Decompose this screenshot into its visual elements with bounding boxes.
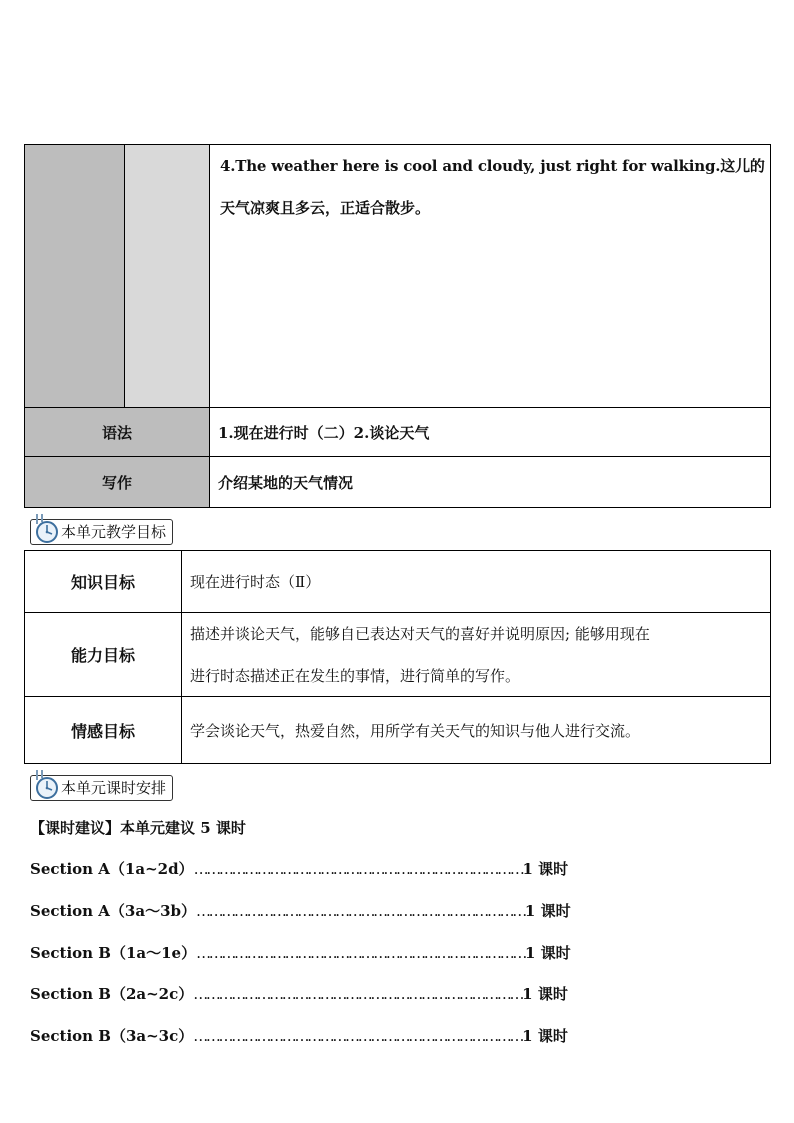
sentence-cell [209,144,771,408]
schedule-item-hours: 1 课时 [522,860,569,878]
goal-label-knowledge: 知识目标 [24,550,182,613]
schedule-item-section: Section B（3a~3c） [30,1027,194,1045]
schedule-item [30,942,750,963]
writing-value: 介绍某地的天气情况 [209,456,771,508]
schedule-suggestion: 【课时建议】本单元建议 5 课时 [30,819,246,837]
alarm-clock-icon [33,770,59,800]
schedule-item-dots: …………………………………………………………………… [193,860,523,878]
goal-value-ability [181,612,771,697]
goal-value-ability-line-2: 进行时态描述正在发生的事情，进行简单的写作。 [190,667,521,685]
sentence-line-1: 4.The weather here is cool and cloudy, just right for walking.这儿的 [220,157,765,175]
schedule-item-dots: …………………………………………………………………… [196,902,525,920]
schedule-item-dots: …………………………………………………………………… [193,985,523,1003]
sentence-line-2: 天气凉爽且多云，正适合散步。 [220,199,431,217]
schedule-section-title: 本单元课时安排 [61,779,167,797]
schedule-item-section: Section B（1a～1e） [30,944,197,962]
schedule-item-dots: …………………………………………………………………… [196,944,525,962]
goal-value-knowledge: 现在进行时态（Ⅱ） [181,550,771,613]
schedule-item-hours: 1 课时 [522,1027,568,1045]
writing-label: 写作 [24,456,210,508]
vocab-table [24,144,771,508]
grammar-label: 语法 [24,407,210,457]
schedule-item [30,858,750,879]
schedule-item-dots: …………………………………………………………………… [193,1027,523,1045]
schedule-item-hours: 1 课时 [525,944,571,962]
vocab-table-sub-cell [124,144,210,408]
schedule-item-section: Section B（2a~2c） [30,985,194,1003]
schedule-item-hours: 1 课时 [522,985,568,1003]
schedule-item-hours: 1 课时 [524,902,571,920]
vocab-table-left-cell [24,144,125,408]
schedule-section-header [30,775,173,801]
grammar-value: 1.现在进行时（二）2.谈论天气 [209,407,771,457]
alarm-clock-icon [33,514,59,544]
schedule-item-section: Section A（1a~2d） [30,860,194,878]
schedule-item-section: Section A（3a～3b） [30,902,196,920]
schedule-item [30,900,750,921]
goal-label-ability: 能力目标 [24,612,182,697]
goals-section-title: 本单元教学目标 [61,523,167,541]
goals-section-header [30,519,173,545]
goal-value-ability-line-1: 描述并谈论天气，能够自已表达对天气的喜好并说明原因; 能够用现在 [190,625,650,643]
schedule-item [30,1025,750,1046]
schedule-item [30,983,750,1004]
goals-table [24,550,771,764]
goal-label-emotion: 情感目标 [24,696,182,764]
goal-value-emotion: 学会谈论天气，热爱自然，用所学有关天气的知识与他人进行交流。 [181,696,771,764]
